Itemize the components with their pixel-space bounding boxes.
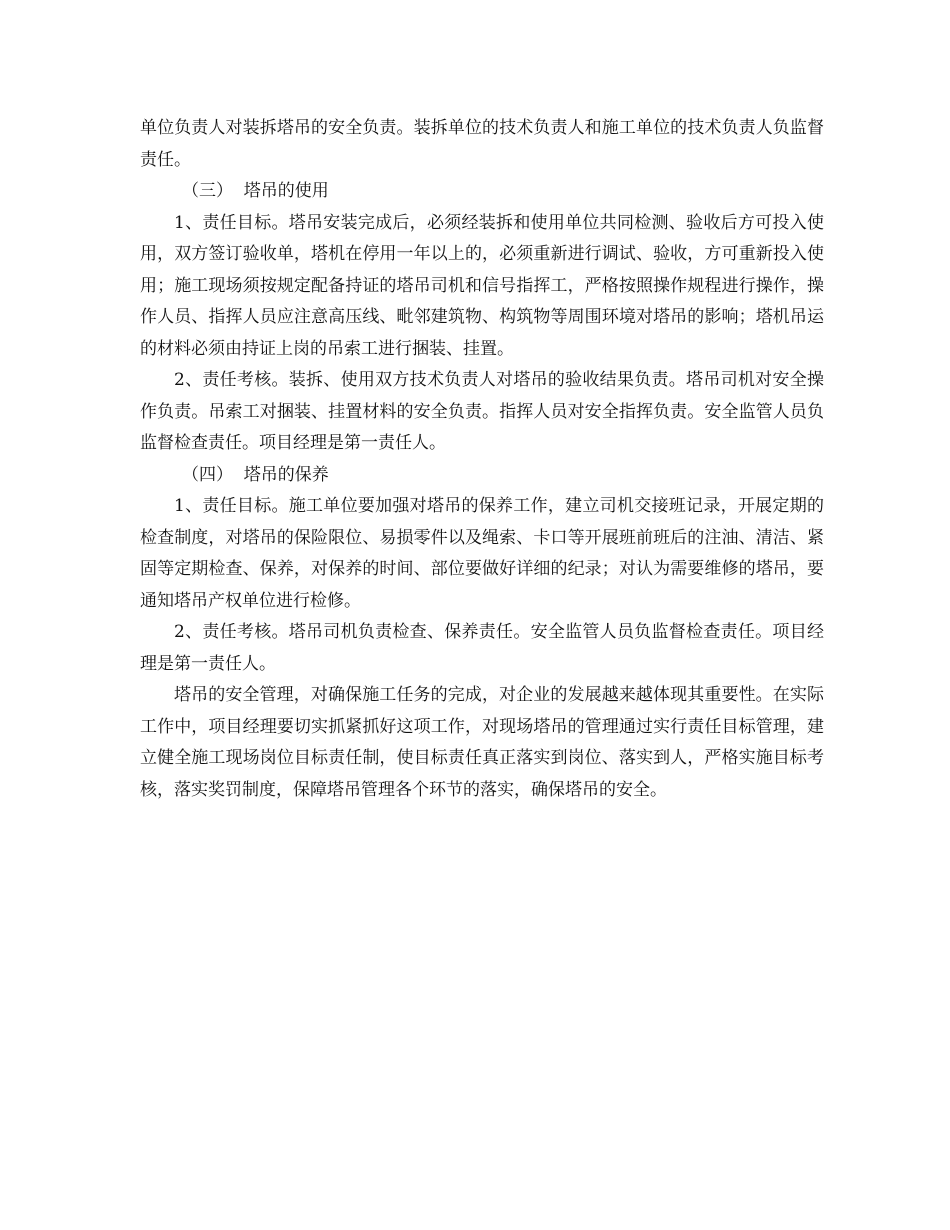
paragraph-maintenance-goal: 1、责任目标。施工单位要加强对塔吊的保养工作，建立司机交接班记录，开展定期的检查制度，对塔吊的保险限位、易损零件以及绳索、卡口等开展班前班后的注油、清洁、紧固等定期检查、保养，对保养的时间、部位要做好详细的纪录；对认为需要维修的塔吊，要通知塔吊产权单位进行检修。 bbox=[140, 496, 824, 611]
paragraph-conclusion: 塔吊的安全管理，对确保施工任务的完成，对企业的发展越来越体现其重要性。在实际工作中，项目经理要切实抓紧抓好这项工作，对现场塔吊的管理通过实行责任目标管理，建立健全施工现场岗位目标责任制，使目标责任真正落实到岗位、落实到人，严格实施目标考核，落实奖罚制度，保障塔吊管理各个环节的落实，确保塔吊的安全。 bbox=[140, 685, 824, 800]
document-body bbox=[140, 113, 824, 806]
paragraph-usage-assessment: 2、责任考核。装拆、使用双方技术负责人对塔吊的验收结果负责。塔吊司机对安全操作负责。吊索工对捆装、挂置材料的安全负责。指挥人员对安全指挥负责。安全监管人员负监督检查责任。项目经理是第一责任人。 bbox=[140, 370, 824, 453]
paragraph-continued: 单位负责人对装拆塔吊的安全负责。装拆单位的技术负责人和施工单位的技术负责人负监督责任。 bbox=[140, 118, 824, 170]
section-heading-3: （三） 塔吊的使用 bbox=[182, 181, 329, 201]
paragraph-usage-goal: 1、责任目标。塔吊安装完成后，必须经装拆和使用单位共同检测、验收后方可投入使用，双方签订验收单，塔机在停用一年以上的，必须重新进行调试、验收，方可重新投入使用；施工现场须按规定配备持证的塔吊司机和信号指挥工，严格按照操作规程进行操作，操作人员、指挥人员应注意高压线、毗邻建筑物、构筑物等周围环境对塔吊的影响；塔机吊运的材料必须由持证上岗的吊索工进行捆装、挂置。 bbox=[140, 212, 824, 359]
paragraph-maintenance-assessment: 2、责任考核。塔吊司机负责检查、保养责任。安全监管人员负监督检查责任。项目经理是第一责任人。 bbox=[140, 622, 824, 674]
section-heading-4: （四） 塔吊的保养 bbox=[182, 464, 329, 485]
